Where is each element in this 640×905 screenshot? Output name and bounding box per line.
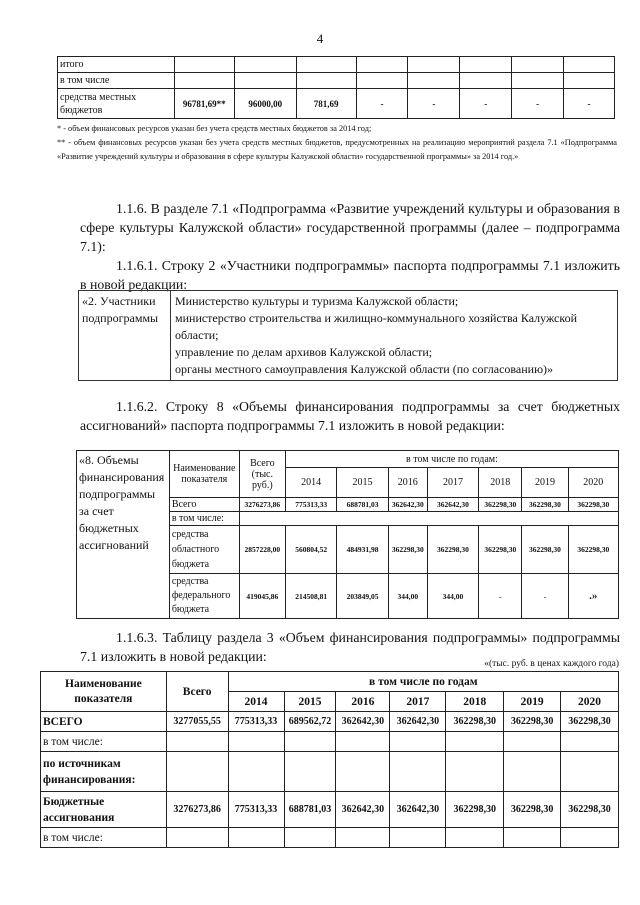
funding-table	[76, 450, 619, 619]
table-row	[41, 828, 619, 848]
list-item: управление по делам архивов Калужской области;	[175, 345, 433, 359]
page-number: 4	[316, 31, 324, 46]
col-name-header: Наименование показателя	[41, 672, 167, 712]
year-header: 2014	[228, 692, 284, 712]
funding-label: «8. Объемы финансирования подпрограммы за счет бюджетных ассигнований	[77, 451, 170, 619]
table-row: ВСЕГО 3277055,55 775313,33 689562,72 362642,30 362642,30 362298,30 362298,30 362298,30	[41, 712, 619, 732]
table-row: Бюджетные ассигнования 3276273,86 775313,33 688781,03 362642,30 362642,30 362298,30 362298,30 362298,30	[41, 792, 619, 828]
col-total-header: Всего (тыс. руб.)	[239, 451, 285, 498]
year-header: 2014	[285, 468, 336, 498]
footnote-1: * - объем финансовых ресурсов указан без учета средств местных бюджетов за 2014 год;	[57, 124, 372, 133]
year-header: 2015	[284, 692, 336, 712]
year-header: 2020	[561, 692, 619, 712]
top-table	[57, 56, 615, 119]
footnote-2: ** - объем финансовых ресурсов указан без учета средств местных бюджетов, предусмотренных на реализацию мероприятий раздела 7.1 «Подпрограмма «Развитие учреждений культуры и образования в сфере культуры Калужской области» государственной программы» за 2014 год.»	[57, 138, 617, 161]
paragraph-1-1-6-1: 1.1.6.1. Строку 2 «Участники подпрограммы» паспорта подпрограммы 7.1 изложить в новой редакции:	[80, 258, 620, 292]
paragraph-1-1-6-3: 1.1.6.3. Таблицу раздела 3 «Объем финансирования подпрограммы» подпрограммы 7.1 изложить в новой редакции:	[80, 630, 620, 664]
participants-table	[78, 290, 618, 381]
year-header: 2017	[427, 468, 478, 498]
units-note: «(тыс. руб. в ценах каждого года)	[484, 659, 619, 669]
paragraph-1-1-6: 1.1.6. В разделе 7.1 «Подпрограмма «Развитие учреждений культуры и образования в сфере культуры Калужской области» государственной программы (далее – подпрограмма 7.1):	[80, 201, 620, 254]
list-item: министерство строительства и жилищно-коммунального хозяйства Калужской области;	[175, 311, 578, 342]
year-header: 2019	[522, 468, 568, 498]
year-header: 2016	[388, 468, 427, 498]
year-header: 2015	[337, 468, 388, 498]
table-row: Всего 3276273,86 775313,33 688781,03 362642,30 362642,30 362298,30 362298,30 362298,30	[77, 498, 619, 512]
table-row: средства местных бюджетов 96781,69** 96000,00 781,69 - - - - -	[58, 89, 615, 119]
row-label: Бюджетные ассигнования	[41, 792, 167, 828]
col-name-header: Наименование показателя	[169, 451, 239, 498]
table-row	[41, 732, 619, 752]
table-row: средства областного бюджета 2857228,00 560804,52 484931,98 362298,30 362298,30 362298,30 362298,30 362298,30	[77, 526, 619, 574]
year-header: 2018	[479, 468, 522, 498]
col-total-header: Всего	[166, 672, 228, 712]
row-label: средства федерального бюджета	[169, 574, 239, 619]
years-header: в том числе по годам	[228, 672, 618, 692]
year-header: 2017	[390, 692, 446, 712]
financing-table	[40, 671, 619, 848]
row-label: по источникам финансирования:	[41, 752, 167, 792]
table-row	[41, 752, 619, 792]
list-item: Министерство культуры и туризма Калужской области;	[175, 294, 459, 308]
list-item: органы местного самоуправления Калужской области (по согласованию)»	[175, 362, 554, 376]
paragraph-1-1-6-2: 1.1.6.2. Строку 8 «Объемы финансирования подпрограммы за счет бюджетных ассигнований» паспорта подпрограммы 7.1 изложить в новой редакции:	[80, 399, 620, 433]
years-header: в том числе по годам:	[285, 451, 618, 468]
row-label: средства местных бюджетов	[58, 89, 175, 119]
year-header: 2020	[568, 468, 618, 498]
participants-list	[171, 291, 618, 381]
year-header: 2016	[336, 692, 390, 712]
row-label: в том числе:	[41, 732, 167, 752]
row-label: ВСЕГО	[41, 712, 167, 732]
table-row	[58, 73, 615, 89]
row-label: в том числе	[58, 73, 175, 89]
participants-label: «2. Участники подпрограммы	[79, 291, 171, 381]
table-row: средства федерального бюджета 419045,86 214508,81 203849,05 344,00 344,00 - - .»	[77, 574, 619, 619]
row-label: итого	[58, 57, 175, 73]
row-label: в том числе:	[41, 828, 167, 848]
row-label: Всего	[169, 498, 239, 512]
year-header: 2018	[446, 692, 504, 712]
row-label: средства областного бюджета	[169, 526, 239, 574]
year-header: 2019	[504, 692, 561, 712]
row-label: в том числе:	[169, 512, 239, 526]
table-row	[58, 57, 615, 73]
